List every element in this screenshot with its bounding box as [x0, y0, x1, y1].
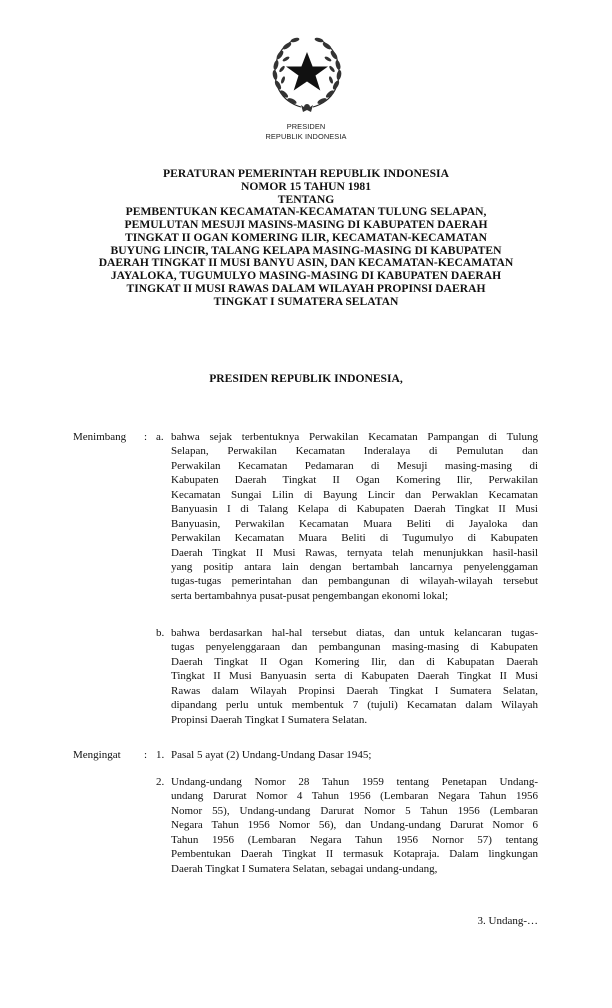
title-line: TENTANG	[277, 192, 335, 206]
text-line: Kabupaten Daerah Tingkat II Ogan Komering Ilir, Perwakilan	[171, 474, 538, 487]
text-line: Rawas dalam Wilayah Propinsi Daerah Tingkat I Sumatera Selatan,	[171, 684, 538, 697]
text-line: Perwakilan Kecamatan Muara Beliti di Tugumulyo di Kabupaten	[171, 532, 538, 545]
text-line: Banyuasin I di Talang Kelapa di Kabupaten Daerah Tingkat II Musi	[171, 503, 538, 516]
text-line: Daerah Tingkat I Sumatera Selatan, sebagai undang-undang,	[171, 862, 438, 875]
title-line: TINGKAT I SUMATERA SELATAN	[213, 294, 399, 308]
preamble-heading: PRESIDEN REPUBLIK INDONESIA,	[209, 372, 403, 385]
text-line: undang Darurat Nomor 4 Tahun 1956 (Lembaran Negara Tahun 1956	[171, 790, 538, 803]
institution-line-1: PRESIDEN	[286, 122, 326, 131]
page-continuation: 3. Undang-…	[477, 915, 538, 927]
text-line: tugas-tugas pemerintahan dan pembangunan di wilayah-wilayah tersebut	[171, 575, 538, 588]
text-line: Tingkat II Musi Banyuasin serta di Kabupaten Daerah Tingkat II Musi	[171, 670, 538, 683]
text-line: bahwa sejak terbentuknya Perwakilan Kecamatan Pampangan di Tulung	[171, 431, 538, 443]
text-line: yang positip antara lain dengan bertambah lancarnya penyelenggaman	[171, 560, 538, 573]
title-line: TINGKAT II MUSI RAWAS DALAM WILAYAH PROPINSI DAERAH	[126, 281, 486, 295]
mengingat-colon: :	[144, 749, 148, 761]
text-line: Tahun 1956 (Lembaran Negara Tahun 1956 Nornor 57) tentang	[171, 833, 538, 846]
text-line: serta bertambahnya pusat-pusat pengembangan ekonomi lokal;	[171, 589, 449, 602]
title-line: DAERAH TINGKAT II MUSI BANYU ASIN, DAN KECAMATAN-KECAMATAN	[98, 256, 514, 270]
text-line: dipandang perlu untuk membentuk 7 (tujuli) Kecamatan dalam Wilayah	[171, 699, 538, 712]
mengingat-item-1	[171, 748, 538, 762]
text-line: Kecamatan Sungai Lilin di Bayung Lincir dan Perwaklan Kecamatan	[171, 488, 538, 501]
item-marker-1: 1.	[156, 749, 165, 761]
mengingat-item-2	[171, 775, 538, 876]
title-line: PERATURAN PEMERINTAH REPUBLIK INDONESIA	[163, 167, 449, 180]
title-line: PEMBENTUKAN KECAMATAN-KECAMATAN TULUNG SELAPAN,	[125, 205, 487, 219]
menimbang-colon: :	[144, 431, 148, 443]
title-line: PEMULUTAN MESUJI MASINS-MASING DI KABUPATEN DAERAH	[124, 218, 488, 231]
text-line: Banyuasin, Perwakilan Kecamatan Muara Beliti di Jayaloka dan	[171, 517, 538, 530]
item-marker-a: a.	[156, 431, 164, 443]
text-line: Propinsi Daerah Tingkat I Sumatera Selatan.	[171, 713, 368, 726]
presidential-emblem-icon	[268, 33, 346, 113]
text-line: Pembentukan Daerah Tingkat II termasuk Kotapraja. Dalam lingkungan	[171, 848, 538, 861]
menimbang-item-b	[171, 626, 538, 727]
title-line: BUYUNG LINCIR, TALANG KELAPA MASING-MASING DI KABUPATEN	[110, 243, 502, 257]
title-line: TINGKAT II OGAN KOMERING ILIR, KECAMATAN-KECAMATAN	[125, 230, 487, 244]
institution-line-2: REPUBLIK INDONESIA	[265, 132, 347, 141]
text-line: Pasal 5 ayat (2) Undang-Undang Dasar 1945;	[171, 749, 372, 761]
menimbang-label: Menimbang	[73, 431, 127, 443]
text-line: bahwa berdasarkan hal-hal tersebut diatas, dan untuk kelancaran tugas-	[171, 627, 538, 639]
text-line: Daerah Tingkat II Ogan Komering Ilir, dan di Kabupatan Daerah	[171, 655, 538, 668]
text-line: Nomor 55), Undang-undang Darurat Nomor 5 Tahun 1956 (Lembaran	[171, 804, 538, 817]
item-marker-b: b.	[156, 627, 165, 639]
text-line: Negara Tahun 1956 Nomor 56), dan Undang-undang Darurat Nomor 6	[171, 819, 538, 832]
menimbang-item-a	[171, 430, 538, 603]
title-line: NOMOR 15 TAHUN 1981	[241, 179, 371, 193]
text-line: Selapan, Perwakilan Kecamatan Inderalaya di Pemulutan dan	[171, 445, 538, 458]
text-line: Undang-undang Nomor 28 Tahun 1959 tentang Penetapan Undang-	[171, 776, 538, 788]
text-line: Perwakilan Kecamatan Pedamaran di Mesuji masing-masing di	[171, 459, 538, 472]
item-marker-2: 2.	[156, 776, 165, 788]
text-line: Daerah Tingkat II Musi Rawas, ternyata telah menunjukkan hasil-hasil	[171, 546, 538, 559]
title-line: JAYALOKA, TUGUMULYO MASING-MASING DI KABUPATEN DAERAH	[110, 269, 502, 282]
text-line: tugas penyelenggaraan dan pembangunan masing-masing di Kabupaten	[171, 641, 538, 654]
mengingat-label: Mengingat	[73, 749, 121, 761]
regulation-title	[60, 168, 552, 308]
